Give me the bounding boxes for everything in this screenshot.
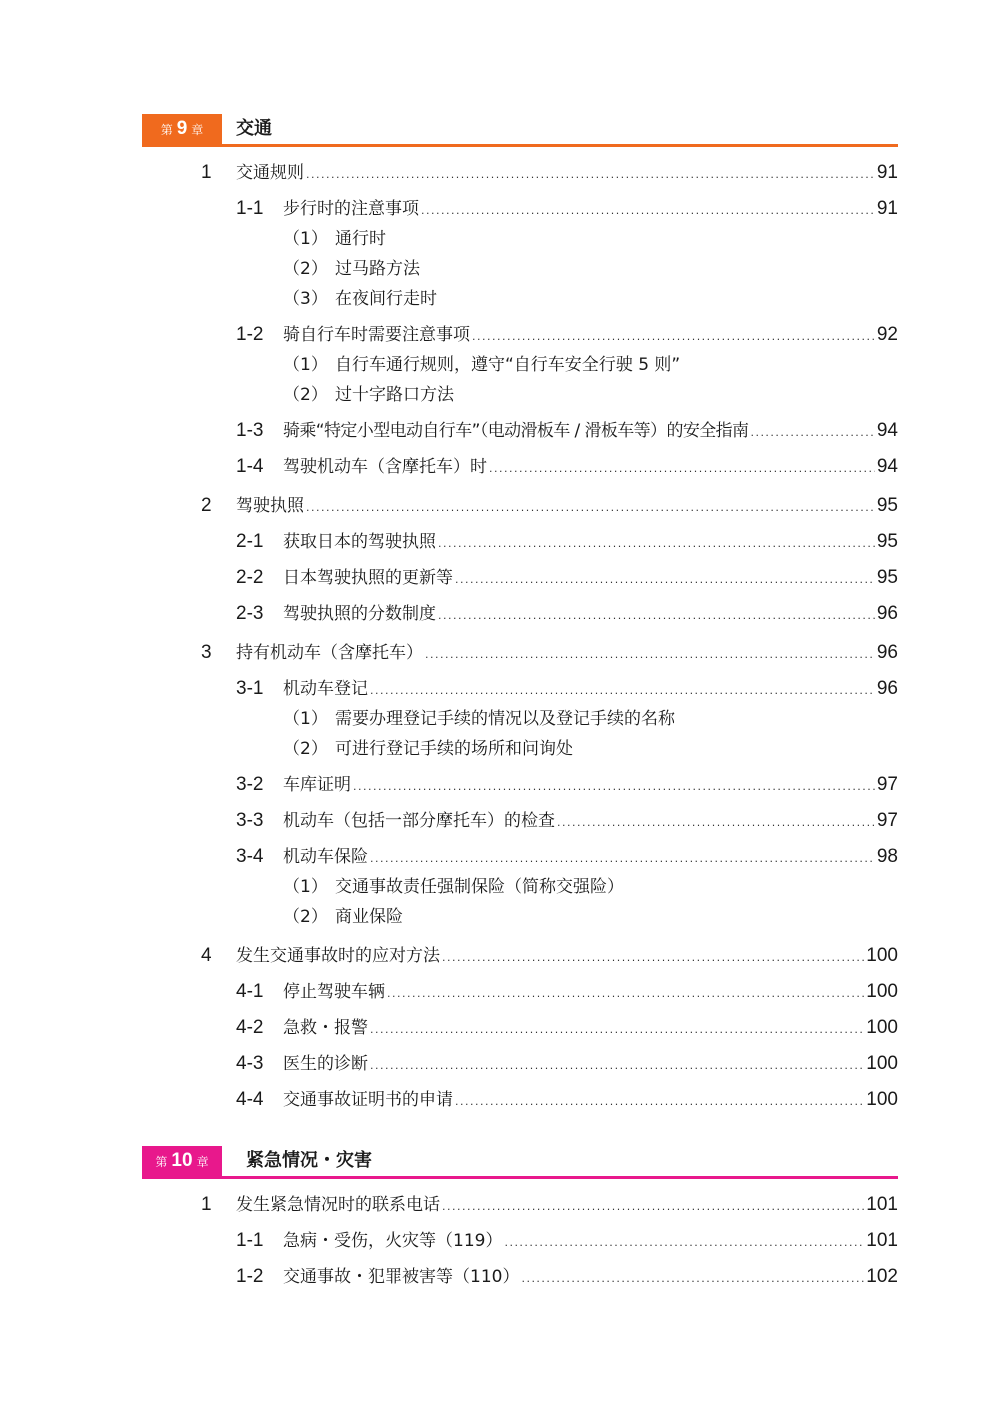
toc-entry[interactable]: 1-4 驾驶机动车（含摩托车）时 . . . 94: [236, 456, 898, 480]
toc-entry[interactable]: 1-2 交通事故・犯罪被害等（110） . . . 102: [236, 1266, 898, 1290]
toc-entry[interactable]: 4-1 停止驾驶车辆 . . . 100: [236, 981, 898, 1005]
chapter-number: 9: [176, 118, 188, 139]
toc-entry[interactable]: 1-1 步行时的注意事项 . . . 91: [236, 198, 898, 222]
chapter-prefix: 第: [160, 122, 173, 137]
chapter-suffix: 章: [191, 122, 204, 137]
toc-subitem: （1） 自行车通行规则，遵守“自行车安全行驶 5 则”: [283, 355, 681, 375]
toc-subitem: （1） 需要办理登记手续的情况以及登记手续的名称: [283, 709, 675, 729]
toc-entry[interactable]: 4-3 医生的诊断 . . . 100: [236, 1053, 898, 1077]
toc-entry[interactable]: 3-4 机动车保险 . . . 98: [236, 846, 898, 870]
toc-entry[interactable]: 4-4 交通事故证明书的申请 . . . 100: [236, 1089, 898, 1113]
toc-entry[interactable]: 3-3 机动车（包括一部分摩托车）的检查 . . . 97: [236, 810, 898, 834]
toc-subitem: （1） 交通事故责任强制保险（简称交强险）: [283, 877, 624, 897]
chapter-suffix: 章: [196, 1154, 209, 1169]
toc-entry[interactable]: 1-2 骑自行车时需要注意事项 . . . 92: [236, 324, 898, 348]
toc-entry[interactable]: 2-1 获取日本的驾驶执照 . . . 95: [236, 531, 898, 555]
chapter-prefix: 第: [155, 1154, 168, 1169]
toc-entry[interactable]: 3-2 车库证明 . . . 97: [236, 774, 898, 798]
toc-entry[interactable]: 2 驾驶执照 . . . 95: [201, 495, 898, 519]
toc-subitem: （2） 商业保险: [283, 907, 403, 927]
toc-entry[interactable]: 1 交通规则 . . . 91: [201, 162, 898, 186]
toc-subitem: （2） 过马路方法: [283, 259, 420, 279]
toc-entry[interactable]: 1-3 骑乘“特定小型电动自行车”（电动滑板车 / 滑板车等）的安全指南 . . . 94: [236, 420, 898, 444]
chapter-9-badge: [142, 114, 222, 144]
toc-entry[interactable]: 3-1 机动车登记 . . . 96: [236, 678, 898, 702]
toc-subitem: （1） 通行时: [283, 229, 386, 249]
chapter-number: 10: [171, 1150, 193, 1171]
toc-entry[interactable]: 3 持有机动车（含摩托车） . . . 96: [201, 642, 898, 666]
chapter-10-header: [142, 1146, 898, 1179]
chapter-9-header: [142, 114, 898, 147]
toc-entry[interactable]: 2-3 驾驶执照的分数制度 . . . 96: [236, 603, 898, 627]
toc-entry[interactable]: 4 发生交通事故时的应对方法 . . . 100: [201, 945, 898, 969]
toc-subitem: （3） 在夜间行走时: [283, 289, 437, 309]
toc-subitem: （2） 可进行登记手续的场所和问询处: [283, 739, 573, 759]
toc-entry[interactable]: 1 发生紧急情况时的联系电话 . . . 101: [201, 1194, 898, 1218]
chapter-10-badge: [142, 1146, 222, 1176]
toc-entry[interactable]: 1-1 急病・受伤，火灾等（119） . . . 101: [236, 1230, 898, 1254]
chapter-9-title: 交通: [236, 118, 272, 139]
toc-subitem: （2） 过十字路口方法: [283, 385, 454, 405]
chapter-10-title: 紧急情况・灾害: [246, 1150, 372, 1171]
toc-entry[interactable]: 4-2 急救・报警 . . . 100: [236, 1017, 898, 1041]
toc-entry[interactable]: 2-2 日本驾驶执照的更新等 . . . 95: [236, 567, 898, 591]
